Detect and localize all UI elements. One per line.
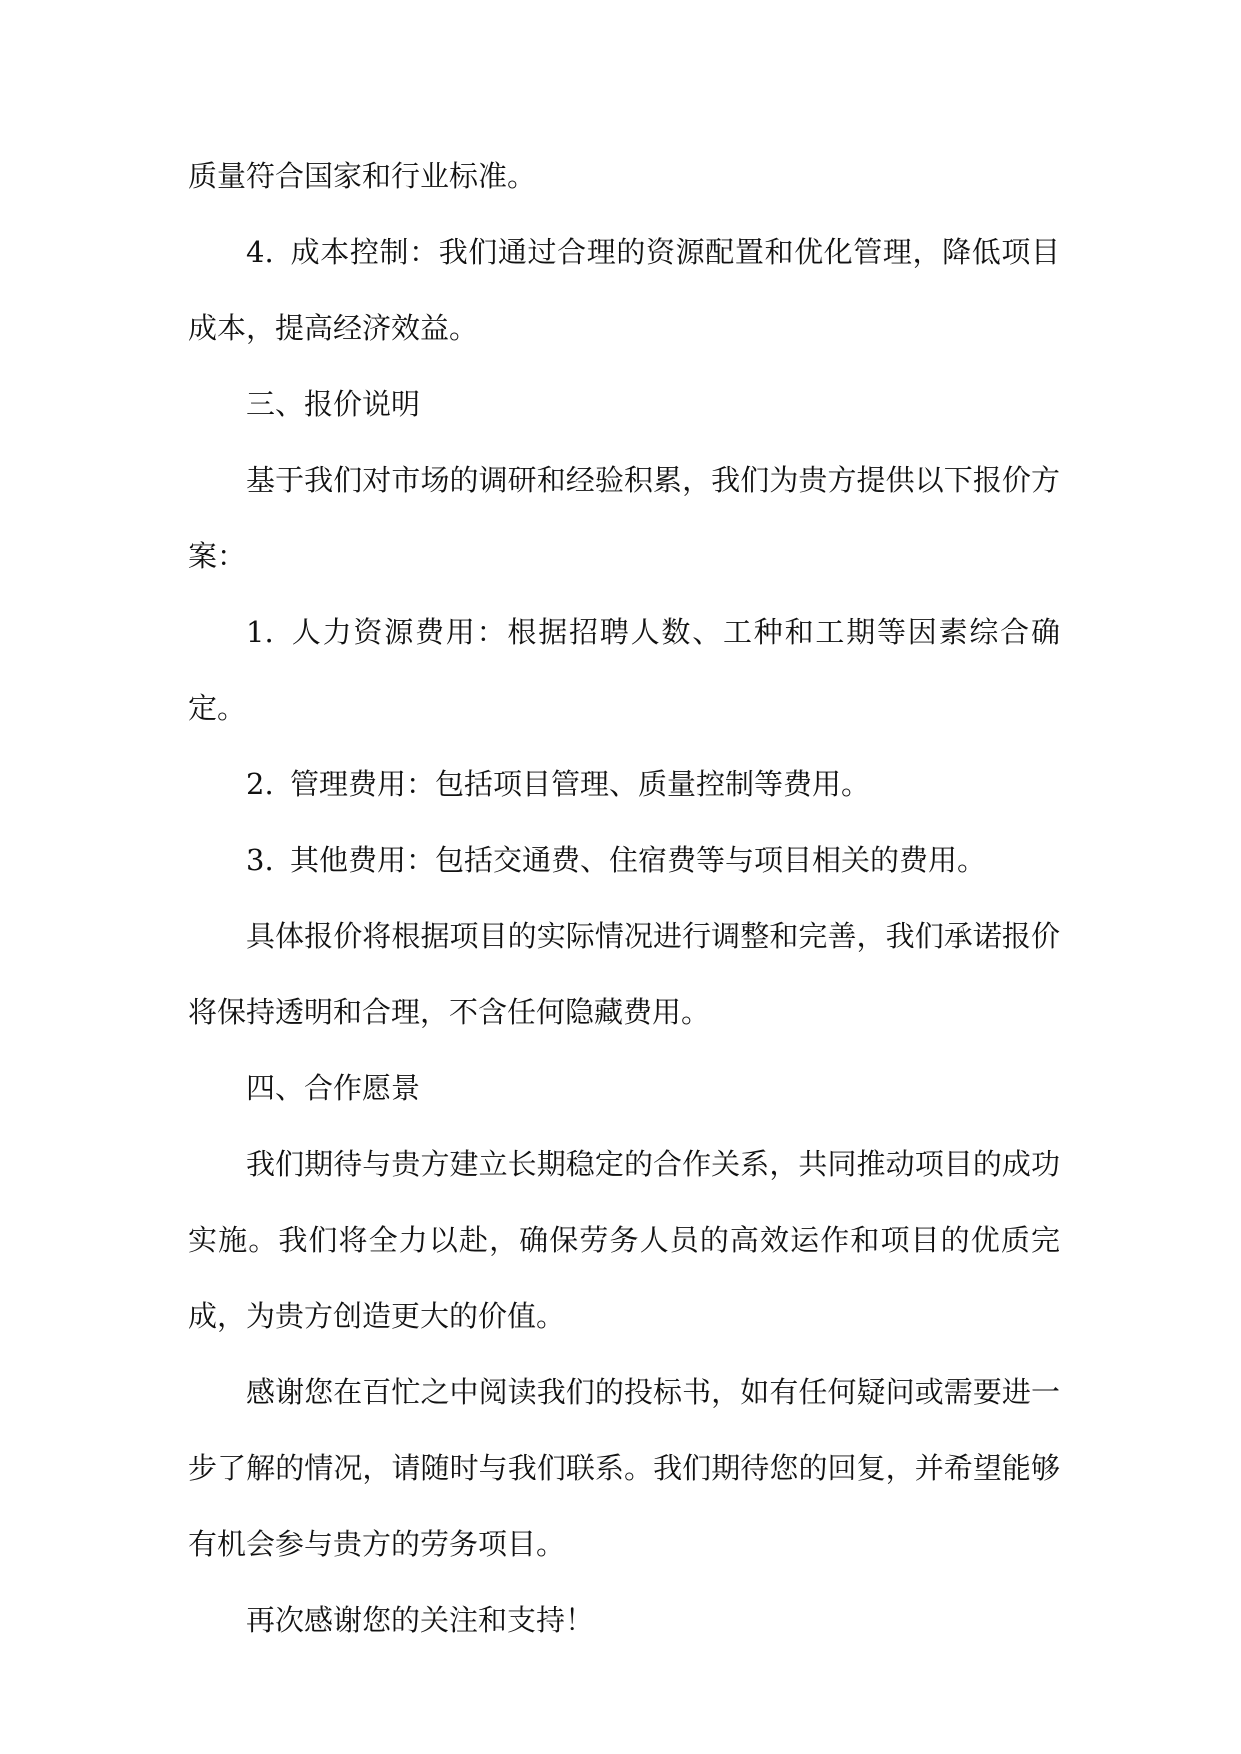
list-number: 4.: [246, 235, 274, 269]
list-number: 3.: [246, 843, 274, 877]
paragraph-thanks: 感谢您在百忙之中阅读我们的投标书，如有任何疑问或需要进一步了解的情况，请随时与我们联系。我们期待您的回复，并希望能够有机会参与贵方的劳务项目。: [188, 1375, 1060, 1561]
section-heading-quotation: 三、报价说明: [246, 387, 421, 421]
document-body: [188, 138, 1060, 1658]
paragraph-quotation-commitment: 具体报价将根据项目的实际情况进行调整和完善，我们承诺报价将保持透明和合理，不含任何隐藏费用。: [188, 919, 1060, 1029]
list-text: 人力资源费用：根据招聘人数、工种和工期等因素综合确定。: [188, 615, 1060, 725]
list-text: 管理费用：包括项目管理、质量控制等费用。: [290, 767, 871, 801]
paragraph-quotation-intro: 基于我们对市场的调研和经验积累，我们为贵方提供以下报价方案：: [188, 463, 1060, 573]
list-text: 其他费用：包括交通费、住宿费等与项目相关的费用。: [290, 843, 987, 877]
paragraph-closing: 再次感谢您的关注和支持！: [246, 1603, 595, 1637]
paragraph-vision: 我们期待与贵方建立长期稳定的合作关系，共同推动项目的成功实施。我们将全力以赴，确保劳务人员的高效运作和项目的优质完成，为贵方创造更大的价值。: [188, 1147, 1060, 1333]
list-text: 成本控制：我们通过合理的资源配置和优化管理，降低项目成本，提高经济效益。: [188, 235, 1060, 345]
list-item-management-fee: [188, 746, 1060, 822]
paragraph-continuation: 质量符合国家和行业标准。: [188, 159, 537, 193]
list-item-hr-fee: [188, 594, 1060, 746]
list-item-other-fee: [188, 822, 1060, 898]
list-item-cost-control: [188, 214, 1060, 366]
list-number: 1.: [246, 615, 274, 649]
list-number: 2.: [246, 767, 274, 801]
section-heading-vision: 四、合作愿景: [246, 1071, 421, 1105]
